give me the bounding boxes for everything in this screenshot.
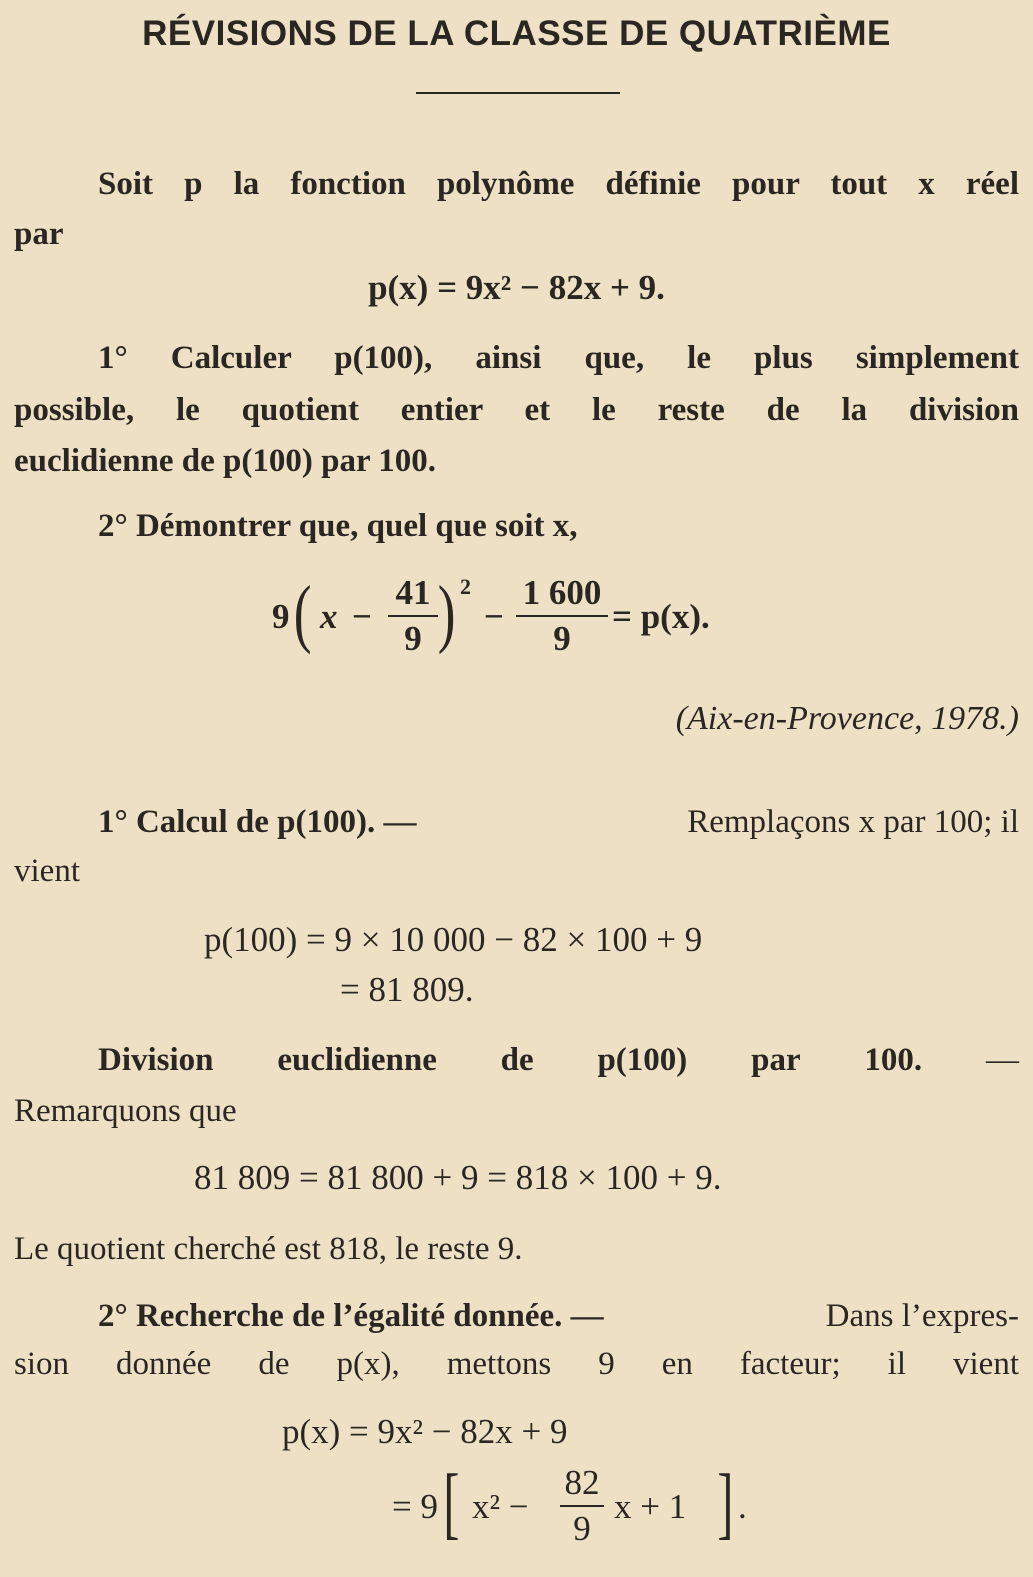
fraction-bar: [560, 1505, 604, 1507]
fraction-bar: [388, 615, 438, 617]
title-underline: [416, 92, 620, 94]
formula-exponent: 2: [460, 574, 471, 599]
conclusion-line: Le quotient cherché est 818, le reste 9.: [14, 1231, 523, 1267]
solution-2-heading: 2° Recherche de l’égalité donnée. —: [98, 1298, 604, 1334]
source-citation: (Aix-en-Provence, 1978.): [675, 700, 1019, 737]
formula-coefficient: 9: [272, 597, 290, 636]
question-2-line-1: 2° Démontrer que, quel que soit x,: [98, 508, 578, 544]
question-2-formula: [0, 560, 1033, 680]
fraction-numerator: 1 600: [522, 573, 602, 612]
fraction-41-over-9: [388, 573, 438, 659]
equation-euclid: 81 809 = 81 800 + 9 = 818 × 100 + 9.: [194, 1158, 722, 1197]
fraction-numerator: 41: [395, 573, 431, 612]
solution-2-line-2: sion donnée de p(x), mettons 9 en facteur; il vient: [14, 1346, 1019, 1382]
solution-1-line-1: [14, 804, 1019, 852]
division-word-5: par: [751, 1042, 801, 1078]
division-word-2: euclidienne: [277, 1042, 437, 1078]
factored-prefix: = 9: [392, 1487, 438, 1526]
division-line-2: Remarquons que: [14, 1093, 237, 1129]
factored-term-1: x² −: [472, 1487, 529, 1526]
equation-p100-line-2: = 81 809.: [340, 970, 474, 1009]
formula-left-paren: (: [293, 571, 312, 655]
fraction-1600-over-9: [516, 573, 608, 659]
polynomial-formula: p(x) = 9x² − 82x + 9.: [368, 268, 665, 307]
division-word-3: de: [500, 1042, 534, 1078]
formula-rhs: = p(x).: [612, 597, 710, 636]
division-word-4: p(100): [597, 1042, 688, 1078]
question-1-line-2: possible, le quotient entier et le reste de la division: [14, 392, 1019, 428]
solution-1-text: Remplaçons x par 100; il: [687, 804, 1019, 840]
statement-intro-line-1: Soit p la fonction polynôme définie pour tout x réel: [98, 166, 1019, 202]
division-word-6: 100.: [864, 1042, 923, 1078]
equation-p100-line-1: p(100) = 9 × 10 000 − 82 × 100 + 9: [204, 920, 703, 959]
equation-px-line-1: p(x) = 9x² − 82x + 9: [282, 1412, 568, 1451]
question-1-line-3: euclidienne de p(100) par 100.: [14, 443, 436, 479]
equation-px-line-2: [0, 1455, 1033, 1573]
statement-intro-line-2: par: [14, 216, 64, 252]
question-1-line-1: 1° Calculer p(100), ainsi que, le plus simplement: [98, 340, 1019, 376]
page-title: RÉVISIONS DE LA CLASSE DE QUATRIÈME: [142, 14, 891, 53]
formula-right-paren: ): [437, 571, 456, 655]
fraction-denominator: 9: [404, 619, 422, 658]
solution-2-line-1: [14, 1298, 1019, 1346]
formula-variable: x: [320, 597, 338, 636]
left-bracket: [: [443, 1459, 460, 1547]
fraction-numerator: 82: [564, 1463, 600, 1502]
formula-minus-2: −: [484, 597, 504, 636]
factored-term-2: x + 1: [614, 1487, 687, 1526]
division-dash: —: [985, 1042, 1019, 1078]
right-bracket: ]: [717, 1459, 734, 1547]
factored-period: .: [738, 1487, 747, 1526]
formula-minus: −: [352, 597, 372, 636]
division-word-1: Division: [98, 1042, 214, 1078]
fraction-82-over-9: [560, 1463, 604, 1549]
fraction-denominator: 9: [553, 619, 571, 658]
solution-1-line-2: vient: [14, 853, 80, 889]
division-heading: [14, 1042, 1019, 1090]
fraction-denominator: 9: [573, 1509, 591, 1548]
solution-2-text: Dans l’expres-: [825, 1298, 1019, 1334]
solution-1-heading: 1° Calcul de p(100). —: [98, 804, 417, 840]
fraction-bar: [516, 615, 608, 617]
